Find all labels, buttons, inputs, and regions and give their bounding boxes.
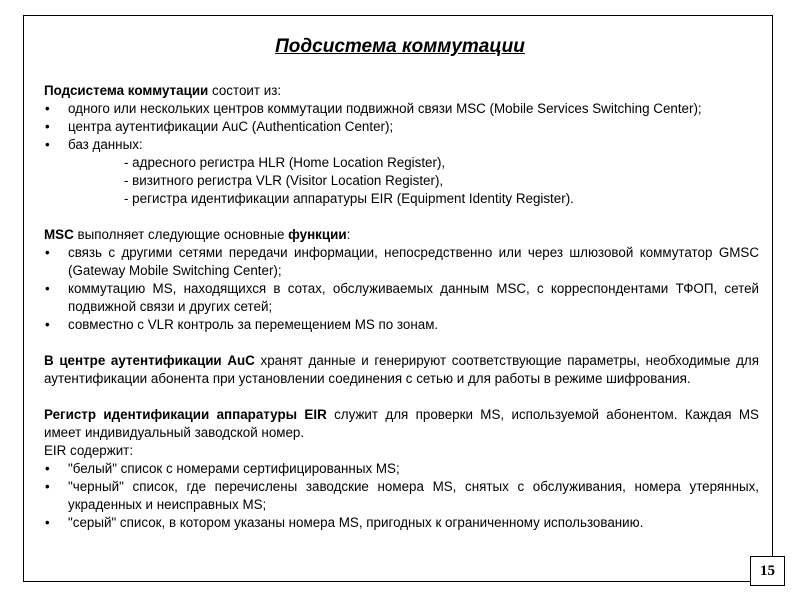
list-item: • центра аутентификации AuC (Authentication Center); [44, 118, 759, 136]
msc-colon: : [346, 227, 351, 242]
spacer [44, 334, 759, 352]
msc-bold: MSC [44, 227, 74, 242]
list-item: • совместно с VLR контроль за перемещением MS по зонам. [44, 316, 759, 334]
msc-list [44, 244, 759, 334]
intro-paragraph [44, 82, 759, 100]
eir-list [44, 460, 759, 532]
list-item: • "черный" список, где перечислены заводские номера MS, снятых с обслуживания, номера утерянных, украденных и неисправных MS; [44, 478, 759, 514]
sub-list-item: - визитного регистра VLR (Visitor Location Register), [124, 173, 444, 188]
msc-text: выполняет следующие основные [73, 227, 289, 242]
eir-paragraph [44, 406, 759, 442]
eir-text: служит для проверки MS, используемой абонентом. Каждая MS имеет индивидуальный заводской номер. [44, 407, 759, 440]
msc-paragraph [44, 226, 759, 244]
auc-paragraph [44, 352, 759, 388]
list-item: • баз данных: [44, 136, 759, 154]
eir-bold: Регистр идентификации аппаратуры EIR [44, 407, 327, 422]
sub-list-item: - адресного регистра HLR (Home Location Register), [124, 155, 446, 170]
database-list [44, 154, 759, 208]
msc-functions-bold: функции [288, 227, 347, 242]
slide-content [44, 82, 759, 532]
list-item: • связь с другими сетями передачи информации, непосредственно или через шлюзовой коммутатор GMSC (Gateway Mobile Switching Center); [44, 244, 759, 280]
spacer [44, 388, 759, 406]
slide-title: Подсистема коммутации [275, 36, 525, 57]
auc-text: хранят данные и генерируют соответствующие параметры, необходимые для аутентификации абонента при установлении соединения с сетью и для работы в режиме шифрования. [44, 353, 759, 386]
spacer [44, 208, 759, 226]
sub-list-item: - регистра идентификации аппаратуры EIR (Equipment Identity Register). [124, 191, 574, 206]
auc-bold: В центре аутентификации AuC [44, 353, 255, 368]
list-item: • "серый" список, в котором указаны номера MS, пригодных к ограниченному использованию. [44, 514, 759, 532]
page-number: 15 [750, 556, 785, 586]
list-item: • "белый" список с номерами сертифицированных MS; [44, 460, 759, 478]
eir-contains: EIR содержит: [44, 443, 134, 458]
intro-text: состоит из: [208, 83, 282, 98]
intro-list [44, 100, 759, 154]
list-item: • одного или нескольких центров коммутации подвижной связи MSC (Mobile Services Switching Center); [44, 100, 759, 118]
list-item: • коммутацию MS, находящихся в сотах, обслуживаемых данным MSC, с корреспондентами ТФОП, сетей подвижной связи и других сетей; [44, 280, 759, 316]
intro-bold: Подсистема коммутации [44, 83, 209, 98]
